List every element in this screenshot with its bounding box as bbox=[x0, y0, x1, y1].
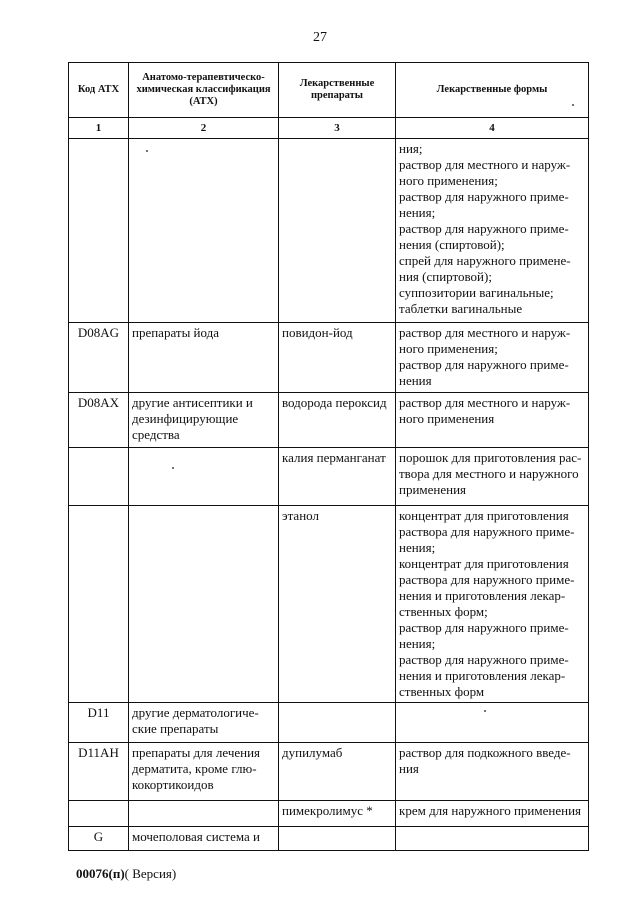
page-number: 27 bbox=[313, 30, 327, 45]
drug-cell bbox=[279, 827, 396, 851]
drug-cell: пимекролимус * bbox=[279, 801, 396, 827]
atx-name-cell bbox=[129, 506, 279, 703]
atx-code-cell bbox=[69, 139, 129, 323]
table-header-row bbox=[69, 63, 589, 118]
form-line: ного применения bbox=[399, 411, 495, 426]
form-line: ния (спиртовой); bbox=[399, 269, 492, 284]
document-number: 00076(п) bbox=[76, 866, 125, 881]
atx-code-cell: D11 bbox=[69, 703, 129, 743]
form-line: таблетки вагинальные bbox=[399, 301, 523, 316]
atx-name-cell bbox=[129, 448, 279, 506]
form-line: раствор для наружного приме- bbox=[399, 620, 569, 635]
table-row bbox=[69, 448, 589, 506]
form-line: раствор для местного и наруж- bbox=[399, 157, 571, 172]
form-line: нения и приготовления лекар- bbox=[399, 588, 566, 603]
atx-code-cell: D11AH bbox=[69, 743, 129, 801]
form-line: раствор для наружного приме- bbox=[399, 652, 569, 667]
table-row bbox=[69, 827, 589, 851]
scan-speck bbox=[484, 710, 486, 712]
table-row bbox=[69, 703, 589, 743]
table-row bbox=[69, 506, 589, 703]
form-line: нения; bbox=[399, 205, 436, 220]
forms-cell bbox=[396, 448, 589, 506]
form-line: нения; bbox=[399, 540, 436, 555]
atx-name-cell: другие антисептики и дезинфицирующие средства bbox=[129, 393, 279, 448]
atx-code-cell: D08AG bbox=[69, 323, 129, 393]
form-line: ного применения; bbox=[399, 173, 498, 188]
atx-name-cell: мочеполовая система и bbox=[129, 827, 279, 851]
form-line: суппозитории вагинальные; bbox=[399, 285, 554, 300]
column-number: 4 bbox=[396, 118, 589, 139]
form-line: ния; bbox=[399, 141, 423, 156]
table-row bbox=[69, 393, 589, 448]
form-line: раствора для наружного приме- bbox=[399, 524, 575, 539]
forms-cell bbox=[396, 827, 589, 851]
table-row bbox=[69, 743, 589, 801]
forms-cell bbox=[396, 506, 589, 703]
table-row bbox=[69, 323, 589, 393]
form-line: порошок для приготовления рас- bbox=[399, 450, 582, 465]
forms-cell bbox=[396, 743, 589, 801]
forms-cell bbox=[396, 393, 589, 448]
form-line: ния bbox=[399, 761, 419, 776]
form-line: раствора для наружного приме- bbox=[399, 572, 575, 587]
form-line: раствор для наружного приме- bbox=[399, 221, 569, 236]
form-line: раствор для подкожного введе- bbox=[399, 745, 571, 760]
atx-name-cell: другие дерматологиче-ские препараты bbox=[129, 703, 279, 743]
atx-name-cell bbox=[129, 139, 279, 323]
column-number: 1 bbox=[69, 118, 129, 139]
document-footer bbox=[76, 866, 176, 882]
atx-code-cell bbox=[69, 801, 129, 827]
form-line: крем для наружного применения bbox=[399, 803, 582, 818]
drug-cell: дупилумаб bbox=[279, 743, 396, 801]
atx-name-cell bbox=[129, 801, 279, 827]
drug-cell: этанол bbox=[279, 506, 396, 703]
header-atx-code: Код АТХ bbox=[69, 63, 129, 118]
form-line: ственных форм bbox=[399, 684, 485, 699]
document-version: ( Версия) bbox=[124, 866, 177, 881]
header-atx-classification: Анатомо-терапевтическо-химическая классификация (АТХ) bbox=[129, 63, 279, 118]
table-row bbox=[69, 801, 589, 827]
form-line: нения и приготовления лекар- bbox=[399, 668, 566, 683]
atx-code-cell: D08AX bbox=[69, 393, 129, 448]
scan-speck bbox=[146, 150, 148, 152]
form-line: ственных форм; bbox=[399, 604, 488, 619]
drug-cell bbox=[279, 139, 396, 323]
drug-cell bbox=[279, 703, 396, 743]
table-row bbox=[69, 139, 589, 323]
forms-cell bbox=[396, 323, 589, 393]
form-line: концентрат для приготовления bbox=[399, 508, 569, 523]
atx-classification-table bbox=[68, 62, 589, 851]
header-dosage-forms: Лекарственные формы bbox=[396, 63, 589, 118]
column-number: 2 bbox=[129, 118, 279, 139]
column-number-row bbox=[69, 118, 589, 139]
drug-cell: водорода пероксид bbox=[279, 393, 396, 448]
form-line: применения bbox=[399, 482, 467, 497]
atx-name-cell: препараты йода bbox=[129, 323, 279, 393]
form-line: раствор для местного и наруж- bbox=[399, 395, 571, 410]
forms-cell bbox=[396, 801, 589, 827]
form-line: нения (спиртовой); bbox=[399, 237, 505, 252]
form-line: раствор для местного и наруж- bbox=[399, 325, 571, 340]
atx-name-cell: препараты для лечения дерматита, кроме глю-кокортикоидов bbox=[129, 743, 279, 801]
forms-cell bbox=[396, 703, 589, 743]
drug-cell: калия перманганат bbox=[279, 448, 396, 506]
form-line: спрей для наружного примене- bbox=[399, 253, 571, 268]
form-line: нения; bbox=[399, 636, 436, 651]
drug-cell: повидон-йод bbox=[279, 323, 396, 393]
atx-code-cell bbox=[69, 448, 129, 506]
atx-code-cell bbox=[69, 506, 129, 703]
forms-cell bbox=[396, 139, 589, 323]
form-line: раствор для наружного приме- bbox=[399, 189, 569, 204]
column-number: 3 bbox=[279, 118, 396, 139]
scan-speck bbox=[572, 104, 574, 106]
header-drugs: Лекарственные препараты bbox=[279, 63, 396, 118]
form-line: твора для местного и наружного bbox=[399, 466, 579, 481]
form-line: нения bbox=[399, 373, 432, 388]
scan-speck bbox=[172, 467, 174, 469]
form-line: раствор для наружного приме- bbox=[399, 357, 569, 372]
form-line: концентрат для приготовления bbox=[399, 556, 569, 571]
atx-code-cell: G bbox=[69, 827, 129, 851]
form-line: ного применения; bbox=[399, 341, 498, 356]
